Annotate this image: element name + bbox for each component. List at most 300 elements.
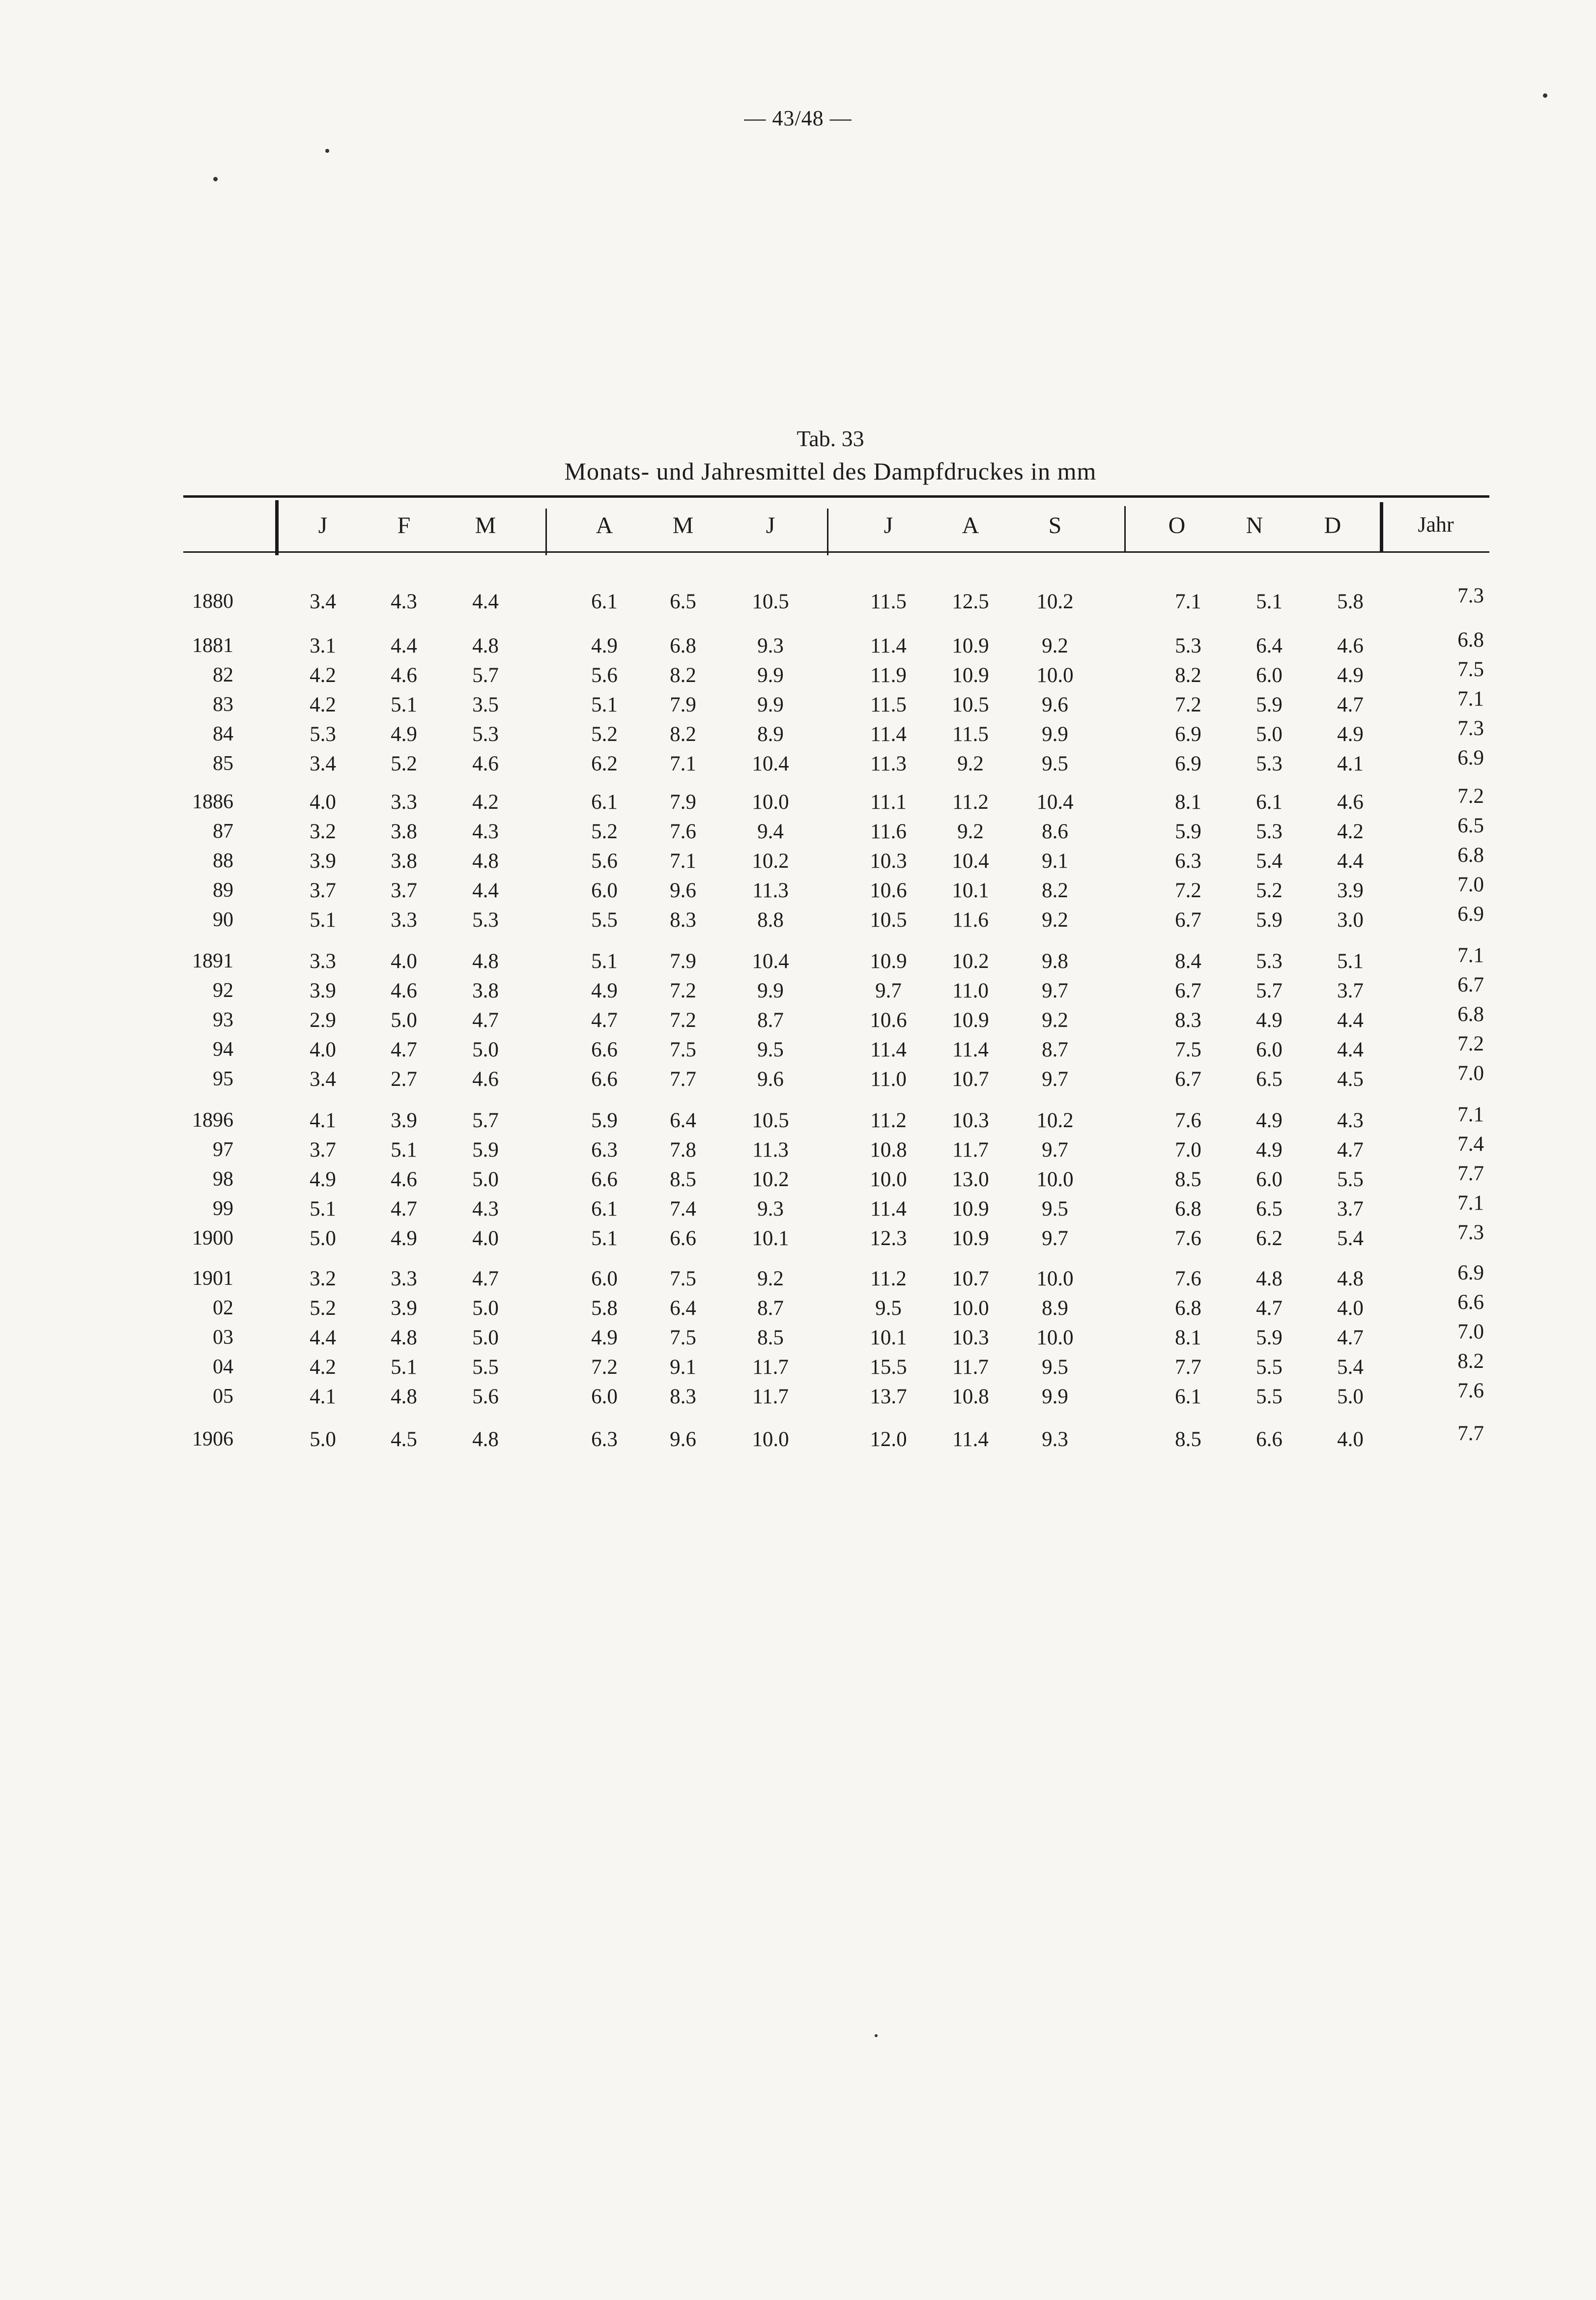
value-cell: 6.1 [1175, 1385, 1201, 1408]
value-cell: 3.3 [391, 791, 417, 814]
value-cell: 10.7 [952, 1068, 989, 1091]
jahr-cell: 6.9 [1457, 903, 1484, 926]
value-cell: 8.7 [757, 1009, 784, 1032]
value-cell: 9.7 [1042, 1068, 1068, 1091]
value-cell: 5.1 [1337, 950, 1364, 973]
table-row [0, 628, 1596, 661]
header-top-rule [183, 495, 1489, 498]
value-cell: 5.1 [591, 693, 618, 716]
value-cell: 11.4 [870, 723, 907, 746]
value-cell: 13.7 [870, 1385, 907, 1408]
value-cell: 5.6 [591, 850, 618, 873]
value-cell: 4.0 [310, 791, 336, 814]
table-row [0, 1192, 1596, 1224]
value-cell: 11.6 [870, 820, 907, 843]
value-cell: 7.8 [670, 1138, 696, 1162]
value-cell: 6.4 [1256, 634, 1282, 657]
value-cell: 10.2 [1036, 590, 1074, 613]
table-row [0, 687, 1596, 720]
value-cell: 3.3 [391, 909, 417, 932]
value-cell: 5.9 [1256, 909, 1282, 932]
value-cell: 9.1 [1042, 850, 1068, 873]
value-cell: 9.5 [1042, 1197, 1068, 1221]
value-cell: 5.1 [391, 693, 417, 716]
value-cell: 9.2 [957, 752, 984, 775]
value-cell: 4.4 [472, 879, 499, 902]
value-cell: 10.0 [952, 1297, 989, 1320]
value-cell: 7.1 [670, 850, 696, 873]
value-cell: 11.7 [752, 1356, 789, 1379]
value-cell: 6.6 [591, 1168, 618, 1191]
table-row [0, 1103, 1596, 1136]
year-cell: 90 [213, 909, 233, 931]
year-cell: 99 [213, 1197, 233, 1220]
value-cell: 7.6 [1175, 1227, 1201, 1250]
value-cell: 3.7 [1337, 1197, 1364, 1221]
year-cell: 04 [213, 1356, 233, 1378]
value-cell: 9.3 [757, 634, 784, 657]
paper-speck [325, 149, 329, 153]
value-cell: 11.4 [952, 1038, 989, 1061]
value-cell: 4.6 [1337, 791, 1364, 814]
value-cell: 5.5 [1337, 1168, 1364, 1191]
jahr-cell: 7.7 [1457, 1422, 1484, 1445]
table-row [0, 717, 1596, 750]
value-cell: 6.6 [1256, 1428, 1282, 1451]
value-cell: 5.7 [472, 664, 499, 687]
jahr-cell: 6.8 [1457, 844, 1484, 867]
value-cell: 7.7 [670, 1068, 696, 1091]
year-cell: 88 [213, 850, 233, 872]
value-cell: 8.7 [757, 1297, 784, 1320]
value-cell: 8.5 [670, 1168, 696, 1191]
value-cell: 11.7 [752, 1385, 789, 1408]
value-cell: 4.2 [310, 664, 336, 687]
value-cell: 4.1 [1337, 752, 1364, 775]
value-cell: 6.1 [591, 1197, 618, 1221]
value-cell: 9.3 [757, 1197, 784, 1221]
value-cell: 10.0 [752, 1428, 789, 1451]
value-cell: 5.1 [591, 1227, 618, 1250]
jahr-cell: 6.6 [1457, 1291, 1484, 1314]
value-cell: 3.8 [472, 979, 499, 1002]
value-cell: 5.2 [591, 723, 618, 746]
value-cell: 5.0 [472, 1326, 499, 1349]
value-cell: 11.5 [952, 723, 989, 746]
value-cell: 9.2 [757, 1267, 784, 1290]
value-cell: 6.4 [670, 1109, 696, 1132]
value-cell: 12.3 [870, 1227, 907, 1250]
value-cell: 4.5 [391, 1428, 417, 1451]
value-cell: 7.5 [670, 1267, 696, 1290]
value-cell: 3.7 [310, 1138, 336, 1162]
value-cell: 5.9 [472, 1138, 499, 1162]
value-cell: 6.6 [591, 1038, 618, 1061]
value-cell: 4.5 [1337, 1068, 1364, 1091]
header-jul: J [884, 512, 893, 539]
value-cell: 6.3 [591, 1138, 618, 1162]
value-cell: 7.9 [670, 791, 696, 814]
table-row [0, 746, 1596, 779]
value-cell: 6.5 [1256, 1197, 1282, 1221]
value-cell: 5.4 [1337, 1227, 1364, 1250]
value-cell: 11.2 [870, 1109, 907, 1132]
value-cell: 4.0 [391, 950, 417, 973]
value-cell: 10.8 [870, 1138, 907, 1162]
year-cell: 87 [213, 820, 233, 843]
group-divider-3 [827, 509, 828, 555]
value-cell: 11.5 [870, 693, 907, 716]
jahr-cell: 8.2 [1457, 1350, 1484, 1373]
value-cell: 9.5 [1042, 752, 1068, 775]
value-cell: 7.5 [670, 1038, 696, 1061]
value-cell: 9.6 [670, 879, 696, 902]
value-cell: 8.4 [1175, 950, 1201, 973]
value-cell: 5.0 [1256, 723, 1282, 746]
value-cell: 3.7 [310, 879, 336, 902]
value-cell: 10.9 [952, 1197, 989, 1221]
value-cell: 6.9 [1175, 752, 1201, 775]
value-cell: 10.0 [870, 1168, 907, 1191]
value-cell: 9.7 [1042, 1227, 1068, 1250]
year-cell: 92 [213, 979, 233, 1002]
table-row [0, 1291, 1596, 1324]
value-cell: 6.6 [670, 1227, 696, 1250]
header-apr: A [596, 512, 613, 539]
value-cell: 6.7 [1175, 909, 1201, 932]
value-cell: 7.2 [670, 1009, 696, 1032]
value-cell: 6.5 [1256, 1068, 1282, 1091]
value-cell: 6.0 [591, 879, 618, 902]
value-cell: 10.4 [752, 752, 789, 775]
value-cell: 8.3 [670, 909, 696, 932]
paper-speck [1543, 93, 1547, 98]
value-cell: 7.9 [670, 693, 696, 716]
value-cell: 8.1 [1175, 1326, 1201, 1349]
value-cell: 3.9 [391, 1109, 417, 1132]
value-cell: 5.0 [391, 1009, 417, 1032]
value-cell: 4.0 [310, 1038, 336, 1061]
value-cell: 9.9 [757, 693, 784, 716]
value-cell: 4.9 [591, 979, 618, 1002]
value-cell: 6.0 [1256, 1038, 1282, 1061]
value-cell: 9.2 [1042, 1009, 1068, 1032]
header-jan: J [318, 512, 328, 539]
value-cell: 12.0 [870, 1428, 907, 1451]
value-cell: 4.7 [472, 1267, 499, 1290]
value-cell: 10.6 [870, 879, 907, 902]
value-cell: 4.3 [391, 590, 417, 613]
value-cell: 7.5 [1175, 1038, 1201, 1061]
value-cell: 2.9 [310, 1009, 336, 1032]
value-cell: 5.4 [1337, 1356, 1364, 1379]
value-cell: 9.7 [1042, 979, 1068, 1002]
table-row [0, 1379, 1596, 1412]
table-row [0, 844, 1596, 877]
value-cell: 8.8 [757, 909, 784, 932]
value-cell: 4.8 [391, 1385, 417, 1408]
value-cell: 10.4 [1036, 791, 1074, 814]
value-cell: 10.3 [952, 1109, 989, 1132]
header-feb: F [397, 512, 411, 539]
value-cell: 11.2 [870, 1267, 907, 1290]
value-cell: 3.7 [1337, 979, 1364, 1002]
value-cell: 4.4 [1337, 1009, 1364, 1032]
value-cell: 5.3 [1256, 752, 1282, 775]
header-oct: O [1168, 512, 1186, 539]
value-cell: 7.6 [1175, 1109, 1201, 1132]
value-cell: 5.0 [1337, 1385, 1364, 1408]
value-cell: 10.1 [752, 1227, 789, 1250]
value-cell: 5.0 [310, 1227, 336, 1250]
value-cell: 4.9 [391, 1227, 417, 1250]
value-cell: 7.5 [670, 1326, 696, 1349]
value-cell: 8.5 [1175, 1168, 1201, 1191]
value-cell: 7.2 [1175, 879, 1201, 902]
value-cell: 10.9 [952, 664, 989, 687]
value-cell: 4.9 [591, 1326, 618, 1349]
value-cell: 4.8 [391, 1326, 417, 1349]
value-cell: 6.8 [670, 634, 696, 657]
value-cell: 6.0 [1256, 1168, 1282, 1191]
value-cell: 4.9 [1256, 1109, 1282, 1132]
paper-speck [875, 2034, 878, 2037]
value-cell: 5.2 [1256, 879, 1282, 902]
value-cell: 10.1 [870, 1326, 907, 1349]
value-cell: 6.2 [591, 752, 618, 775]
value-cell: 2.7 [391, 1068, 417, 1091]
value-cell: 5.0 [472, 1297, 499, 1320]
page-number: — 43/48 — [744, 106, 852, 130]
year-cell: 1901 [192, 1267, 233, 1290]
value-cell: 11.4 [870, 1197, 907, 1221]
group-divider-1 [275, 500, 279, 555]
value-cell: 10.0 [1036, 1326, 1074, 1349]
jahr-cell: 7.1 [1457, 1192, 1484, 1215]
value-cell: 9.8 [1042, 950, 1068, 973]
table-row [0, 584, 1596, 617]
value-cell: 6.3 [1175, 850, 1201, 873]
value-cell: 6.7 [1175, 979, 1201, 1002]
value-cell: 10.8 [952, 1385, 989, 1408]
value-cell: 8.5 [757, 1326, 784, 1349]
value-cell: 4.2 [1337, 820, 1364, 843]
value-cell: 6.6 [591, 1068, 618, 1091]
table-row [0, 1062, 1596, 1095]
value-cell: 3.5 [472, 693, 499, 716]
value-cell: 11.4 [870, 634, 907, 657]
jahr-cell: 7.0 [1457, 873, 1484, 896]
value-cell: 10.9 [870, 950, 907, 973]
value-cell: 7.2 [670, 979, 696, 1002]
value-cell: 10.3 [870, 850, 907, 873]
value-cell: 4.7 [1337, 1138, 1364, 1162]
value-cell: 4.9 [1337, 723, 1364, 746]
header-may: M [672, 512, 694, 539]
year-cell: 97 [213, 1138, 233, 1161]
value-cell: 4.6 [1337, 634, 1364, 657]
value-cell: 6.8 [1175, 1297, 1201, 1320]
jahr-cell: 7.7 [1457, 1162, 1484, 1185]
value-cell: 5.6 [591, 664, 618, 687]
value-cell: 3.2 [310, 1267, 336, 1290]
jahr-cell: 6.9 [1457, 1261, 1484, 1284]
value-cell: 4.9 [310, 1168, 336, 1191]
value-cell: 15.5 [870, 1356, 907, 1379]
value-cell: 8.3 [670, 1385, 696, 1408]
value-cell: 11.0 [952, 979, 989, 1002]
value-cell: 5.0 [472, 1038, 499, 1061]
value-cell: 4.4 [310, 1326, 336, 1349]
value-cell: 9.5 [875, 1297, 902, 1320]
header-bottom-rule [183, 551, 1489, 553]
value-cell: 4.7 [391, 1038, 417, 1061]
value-cell: 10.0 [752, 791, 789, 814]
value-cell: 7.1 [670, 752, 696, 775]
value-cell: 4.9 [1337, 664, 1364, 687]
table-row [0, 973, 1596, 1006]
header-aug: A [962, 512, 979, 539]
value-cell: 5.3 [1175, 634, 1201, 657]
value-cell: 5.3 [1256, 950, 1282, 973]
value-cell: 4.4 [1337, 850, 1364, 873]
value-cell: 10.1 [952, 879, 989, 902]
value-cell: 11.0 [870, 1068, 907, 1091]
value-cell: 5.5 [1256, 1385, 1282, 1408]
value-cell: 7.6 [670, 820, 696, 843]
value-cell: 10.2 [752, 1168, 789, 1191]
year-cell: 1880 [192, 590, 233, 613]
value-cell: 4.9 [391, 723, 417, 746]
value-cell: 11.9 [870, 664, 907, 687]
value-cell: 4.6 [472, 752, 499, 775]
year-cell: 02 [213, 1297, 233, 1319]
year-cell: 95 [213, 1068, 233, 1090]
value-cell: 9.6 [757, 1068, 784, 1091]
value-cell: 10.4 [752, 950, 789, 973]
value-cell: 6.1 [591, 590, 618, 613]
value-cell: 3.9 [310, 850, 336, 873]
value-cell: 3.9 [1337, 879, 1364, 902]
value-cell: 4.7 [1337, 693, 1364, 716]
value-cell: 4.3 [472, 1197, 499, 1221]
value-cell: 4.1 [310, 1385, 336, 1408]
jahr-cell: 6.5 [1457, 814, 1484, 837]
value-cell: 6.3 [591, 1428, 618, 1451]
year-cell: 1900 [192, 1227, 233, 1249]
year-cell: 05 [213, 1385, 233, 1408]
year-cell: 1891 [192, 950, 233, 972]
value-cell: 7.2 [1175, 693, 1201, 716]
jahr-cell: 7.1 [1457, 1103, 1484, 1126]
value-cell: 7.9 [670, 950, 696, 973]
value-cell: 6.2 [1256, 1227, 1282, 1250]
value-cell: 11.7 [952, 1138, 989, 1162]
value-cell: 3.4 [310, 590, 336, 613]
jahr-cell: 7.1 [1457, 944, 1484, 967]
year-cell: 82 [213, 664, 233, 686]
value-cell: 4.6 [391, 664, 417, 687]
value-cell: 10.2 [952, 950, 989, 973]
value-cell: 4.8 [1337, 1267, 1364, 1290]
value-cell: 6.7 [1175, 1068, 1201, 1091]
value-cell: 5.2 [391, 752, 417, 775]
header-mar: M [475, 512, 496, 539]
value-cell: 5.9 [591, 1109, 618, 1132]
value-cell: 3.2 [310, 820, 336, 843]
value-cell: 10.9 [952, 634, 989, 657]
value-cell: 5.3 [472, 909, 499, 932]
value-cell: 4.0 [1337, 1428, 1364, 1451]
value-cell: 4.9 [1256, 1009, 1282, 1032]
value-cell: 9.6 [670, 1428, 696, 1451]
table-row [0, 785, 1596, 818]
value-cell: 6.1 [1256, 791, 1282, 814]
header-nov: N [1246, 512, 1263, 539]
value-cell: 3.7 [391, 879, 417, 902]
value-cell: 3.4 [310, 752, 336, 775]
value-cell: 4.2 [310, 1356, 336, 1379]
year-cell: 03 [213, 1326, 233, 1349]
value-cell: 9.5 [1042, 1356, 1068, 1379]
table-row [0, 903, 1596, 936]
year-cell: 98 [213, 1168, 233, 1191]
value-cell: 4.7 [1337, 1326, 1364, 1349]
value-cell: 9.9 [1042, 1385, 1068, 1408]
value-cell: 5.4 [1256, 850, 1282, 873]
value-cell: 5.8 [1337, 590, 1364, 613]
value-cell: 4.9 [1256, 1138, 1282, 1162]
value-cell: 5.1 [391, 1138, 417, 1162]
value-cell: 5.5 [472, 1356, 499, 1379]
value-cell: 7.2 [591, 1356, 618, 1379]
jahr-cell: 6.8 [1457, 628, 1484, 652]
table-row [0, 1422, 1596, 1455]
value-cell: 7.7 [1175, 1356, 1201, 1379]
table-row [0, 1261, 1596, 1294]
table-row [0, 1133, 1596, 1165]
value-cell: 10.5 [952, 693, 989, 716]
jahr-cell: 7.0 [1457, 1062, 1484, 1085]
value-cell: 4.6 [391, 1168, 417, 1191]
table-row [0, 1162, 1596, 1195]
year-cell: 89 [213, 879, 233, 902]
value-cell: 4.1 [310, 1109, 336, 1132]
value-cell: 9.6 [1042, 693, 1068, 716]
value-cell: 6.8 [1175, 1197, 1201, 1221]
value-cell: 11.6 [952, 909, 989, 932]
value-cell: 10.0 [1036, 664, 1074, 687]
value-cell: 11.1 [870, 791, 907, 814]
value-cell: 9.7 [875, 979, 902, 1002]
value-cell: 11.3 [752, 879, 789, 902]
value-cell: 4.3 [1337, 1109, 1364, 1132]
jahr-cell: 7.6 [1457, 1379, 1484, 1402]
header-sep: S [1048, 512, 1062, 539]
value-cell: 10.5 [752, 590, 789, 613]
value-cell: 10.2 [752, 850, 789, 873]
value-cell: 3.1 [310, 634, 336, 657]
value-cell: 6.5 [670, 590, 696, 613]
value-cell: 8.3 [1175, 1009, 1201, 1032]
year-cell: 94 [213, 1038, 233, 1061]
value-cell: 5.7 [1256, 979, 1282, 1002]
year-cell: 1906 [192, 1428, 233, 1450]
value-cell: 3.4 [310, 1068, 336, 1091]
value-cell: 6.9 [1175, 723, 1201, 746]
table-row [0, 944, 1596, 977]
value-cell: 4.9 [591, 634, 618, 657]
